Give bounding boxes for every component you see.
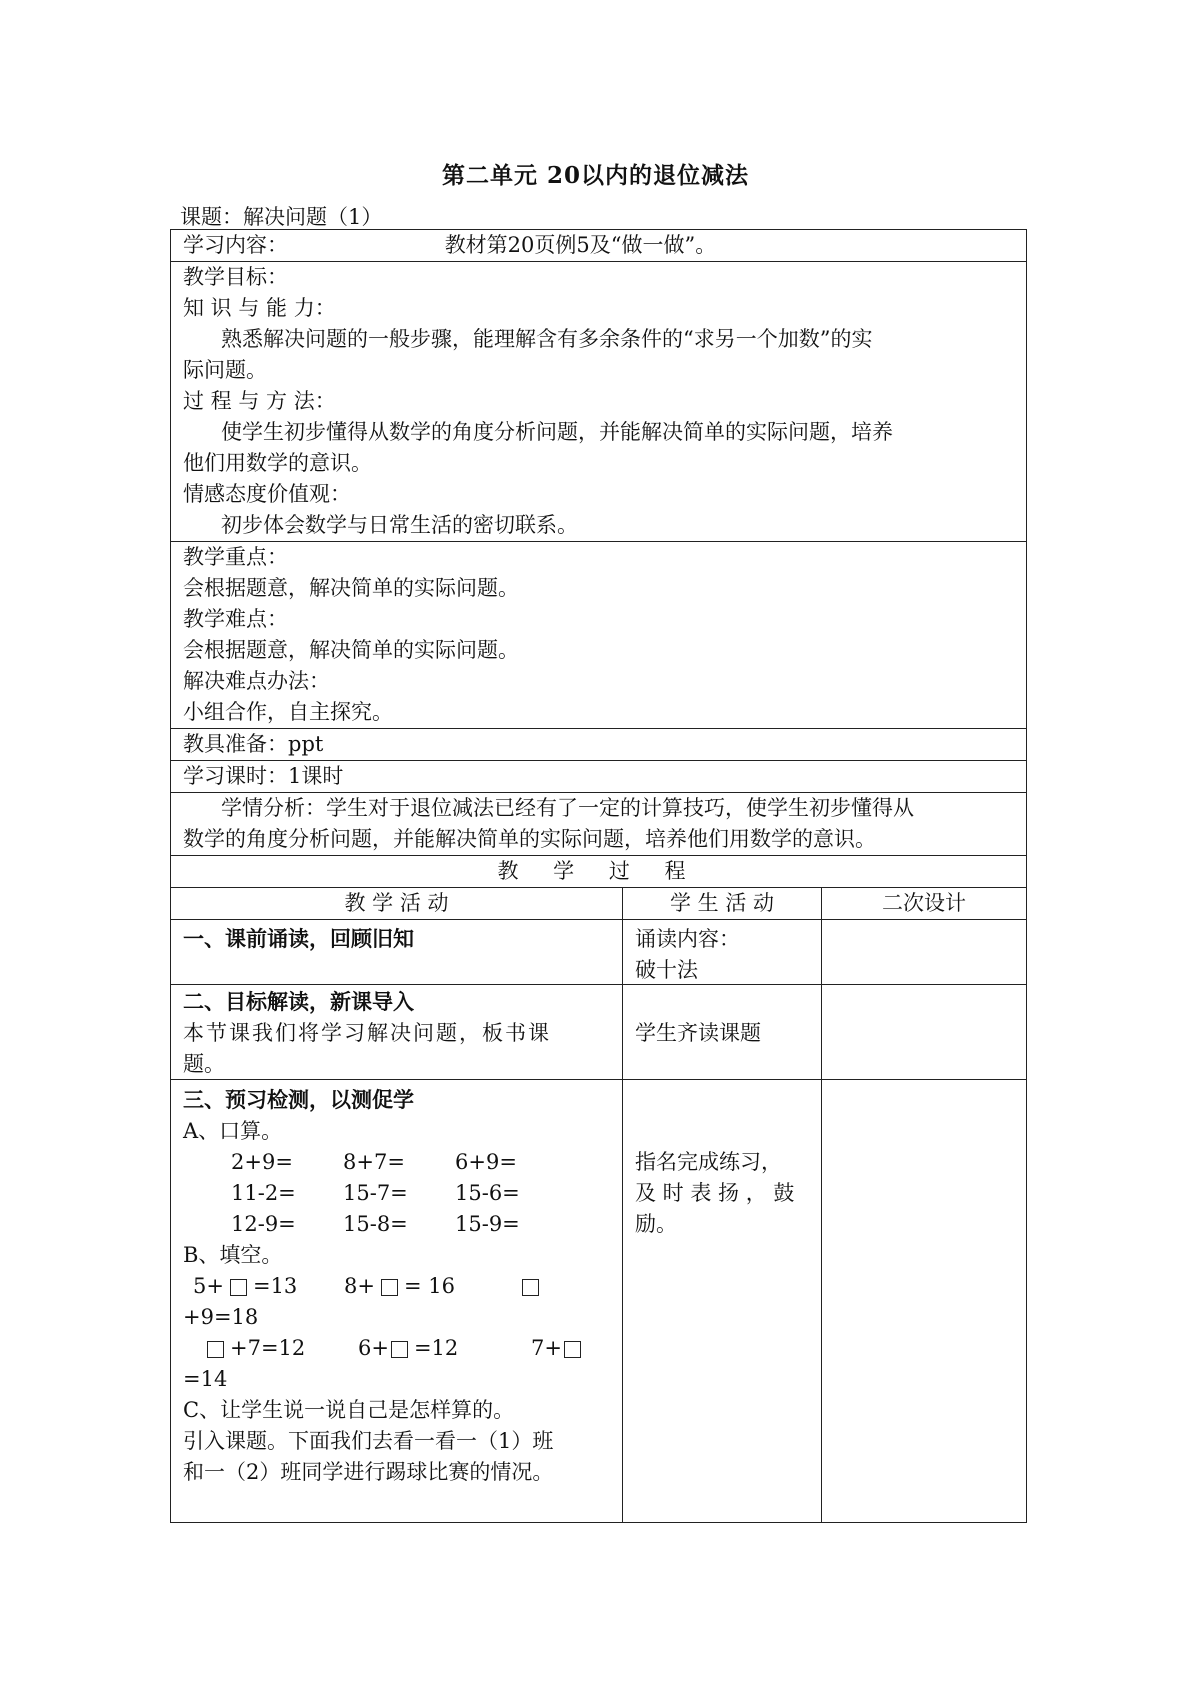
blank-box	[230, 1279, 247, 1296]
fill-blank-text: 5+	[193, 1274, 224, 1298]
student-column-header: 学 生 活 动	[623, 888, 822, 919]
oral-calc-item: 11-2=	[231, 1181, 296, 1205]
section-3-second	[822, 1080, 1026, 1522]
goals-row	[170, 262, 1027, 542]
fill-blank-text: +7=12	[230, 1336, 306, 1360]
fill-blank-text: =12	[413, 1336, 459, 1360]
oral-calc-item: 15-8=	[343, 1212, 408, 1236]
lesson-subject: 课题：解决问题（1）	[180, 205, 383, 229]
oral-calc-row	[183, 1209, 610, 1240]
section-2-student-text: 学生齐读课题	[635, 1021, 761, 1045]
blank-box	[207, 1341, 224, 1358]
analysis-text: 学情分析：学生对于退位减法已经有了一定的计算技巧，使学生初步懂得从	[221, 796, 914, 820]
section-1-title: 一、课前诵读，回顾旧知	[183, 927, 414, 951]
emotion-label: 情感态度价值观：	[183, 482, 351, 506]
process-title	[170, 856, 1027, 888]
emotion-text: 初步体会数学与日常生活的密切联系。	[221, 513, 578, 537]
analysis-row	[170, 793, 1027, 856]
lead-text: 引入课题。下面我们去看一看一（1）班	[183, 1429, 554, 1453]
section-2-text-cont: 题。	[183, 1052, 225, 1076]
oral-calc-row	[183, 1178, 610, 1209]
section-1-second	[822, 920, 1026, 986]
knowledge-text-cont: 际问题。	[183, 358, 267, 382]
goals-heading: 教学目标：	[183, 265, 288, 289]
section-1-teach	[171, 920, 623, 986]
section-3-teach	[171, 1080, 623, 1522]
fill-blank-line	[183, 1271, 610, 1302]
section-3-student	[623, 1080, 822, 1522]
section-2-second	[822, 985, 1026, 1080]
section-1-student-line: 诵读内容：	[635, 927, 740, 951]
fill-blank-label: B、填空。	[183, 1243, 283, 1267]
fill-blank-text: 6+	[357, 1336, 389, 1360]
section-3-title: 三、预习检测，以测促学	[183, 1088, 414, 1112]
oral-calc-item: 12-9=	[231, 1212, 296, 1236]
section-3-student-line: 及 时 表 扬 ， 鼓	[635, 1181, 795, 1205]
document-title: 第二单元 20以内的退位减法	[441, 162, 749, 189]
content-label: 学习内容：	[183, 233, 288, 257]
process-text: 使学生初步懂得从数学的角度分析问题，并能解决简单的实际问题，培养	[221, 420, 893, 444]
process-label: 过 程 与 方 法：	[183, 389, 336, 413]
knowledge-label: 知 识 与 能 力：	[183, 296, 336, 320]
explain-label: C、让学生说一说自己是怎样算的。	[183, 1398, 515, 1422]
column-header-row	[170, 888, 1027, 920]
section-2-text: 本节课我们将学习解决问题，板书课	[183, 1021, 551, 1045]
oral-calc-item: 2+9=	[231, 1150, 293, 1174]
oral-calc-item: 6+9=	[455, 1150, 517, 1174]
section-1-row	[170, 920, 1027, 985]
content-row	[170, 229, 1027, 262]
section-2-row	[170, 985, 1027, 1080]
section-3-row	[170, 1080, 1027, 1523]
section-3-student-line: 指名完成练习，	[635, 1150, 782, 1174]
keys-row	[170, 542, 1027, 729]
blank-box	[391, 1341, 408, 1358]
difficulty-text: 会根据题意，解决简单的实际问题。	[183, 638, 519, 662]
oral-calc-label: A、口算。	[183, 1119, 283, 1143]
oral-calc-item: 15-9=	[455, 1212, 520, 1236]
blank-box	[564, 1341, 581, 1358]
hours-row: 学习课时：1课时	[170, 761, 1027, 793]
knowledge-text: 熟悉解决问题的一般步骤，能理解含有多余条件的“求另一个加数”的实	[221, 327, 873, 351]
oral-calc-item: 8+7=	[343, 1150, 405, 1174]
focus-label: 教学重点：	[183, 545, 288, 569]
oral-calc-row	[183, 1147, 610, 1178]
process-title-text: 教 学 过 程	[497, 859, 700, 883]
blank-box	[522, 1279, 539, 1296]
difficulty-label: 教学难点：	[183, 607, 288, 631]
method-label: 解决难点办法：	[183, 669, 330, 693]
fill-blank-line	[183, 1333, 610, 1364]
oral-calc-item: 15-6=	[455, 1181, 520, 1205]
section-2-student	[623, 985, 822, 1080]
fill-blank-text: = 16	[403, 1274, 455, 1298]
lead-text-cont: 和一（2）班同学进行踢球比赛的情况。	[183, 1460, 554, 1484]
tools-row: 教具准备：ppt	[170, 729, 1027, 761]
lesson-plan-table	[170, 229, 1027, 1523]
oral-calc-item: 15-7=	[343, 1181, 408, 1205]
fill-blank-text: =13	[252, 1274, 298, 1298]
section-2-title: 二、目标解读，新课导入	[183, 990, 414, 1014]
fill-blank-text: +9=18	[183, 1305, 259, 1329]
content-value: 教材第20页例5及“做一做”。	[444, 233, 717, 257]
section-3-student-line: 励。	[635, 1212, 677, 1236]
second-design-column-header: 二次设计	[882, 891, 966, 915]
section-1-student	[623, 920, 822, 986]
fill-blank-text: 8+	[343, 1274, 375, 1298]
fill-blank-text: 7+	[530, 1336, 562, 1360]
teach-column-header: 教 学 活 动	[171, 888, 623, 919]
blank-box	[381, 1279, 398, 1296]
process-text-cont: 他们用数学的意识。	[183, 451, 372, 475]
section-1-student-line: 破十法	[635, 958, 698, 982]
method-text: 小组合作，自主探究。	[183, 700, 393, 724]
analysis-text-cont: 数学的角度分析问题，并能解决简单的实际问题，培养他们用数学的意识。	[183, 827, 876, 851]
section-2-teach	[171, 985, 623, 1080]
fill-blank-text: =14	[183, 1367, 228, 1391]
focus-text: 会根据题意，解决简单的实际问题。	[183, 576, 519, 600]
